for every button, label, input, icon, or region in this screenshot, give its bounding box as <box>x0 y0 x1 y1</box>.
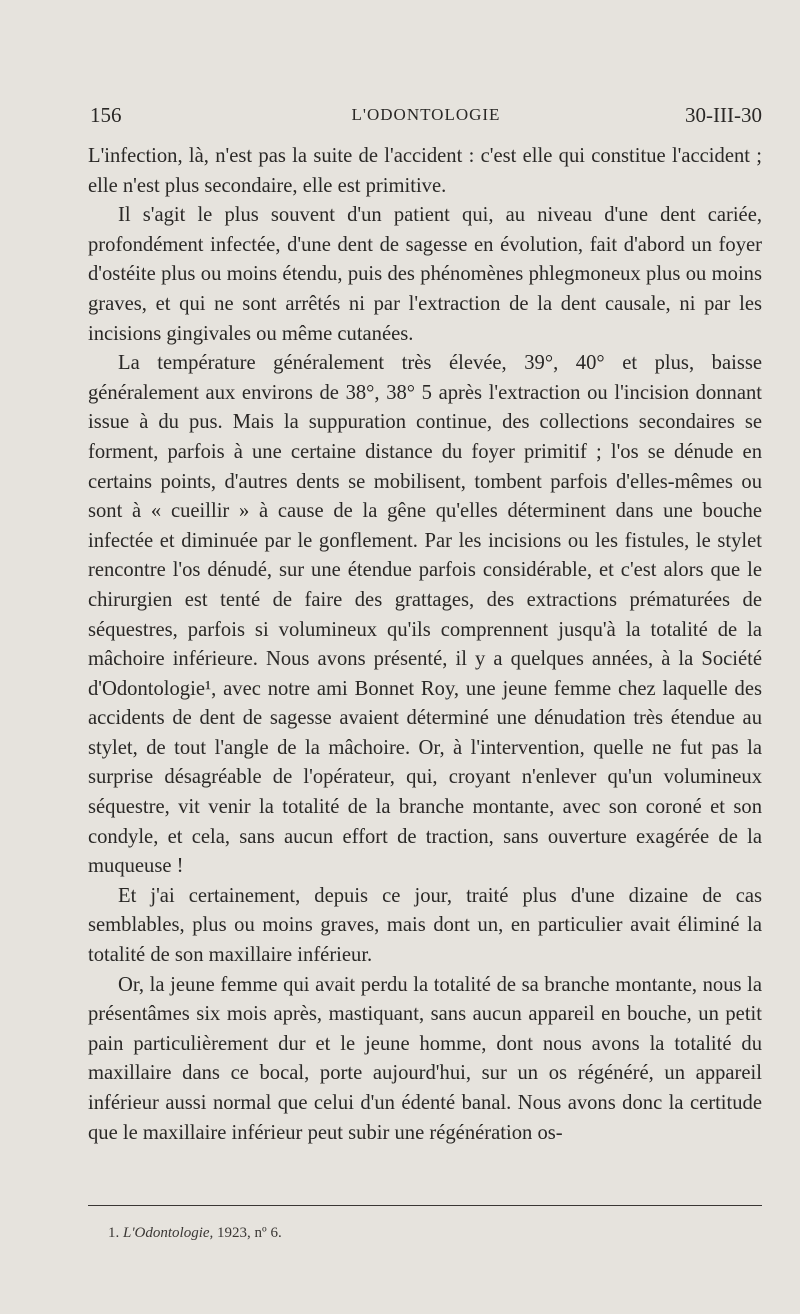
footnote-rule <box>88 1205 762 1206</box>
paragraph: Or, la jeune femme qui avait perdu la totalité de sa branche montante, nous la présentâmes six mois après, mastiquant, sans aucun appareil en bouche, un petit pain particulièrement dur et le jeune homme, dont nous avons la totalité du maxillaire dans ce bocal, porte aujourd'hui, sur un os régénéré, un appareil inférieur aussi normal que celui d'un édenté banal. Nous avons donc la certitude que le maxillaire inférieur peut subir une régénération os- <box>88 973 762 1144</box>
paragraph: Et j'ai certainement, depuis ce jour, traité plus d'une dizaine de cas semblables, plus ou moins graves, mais dont un, en particulier avait éliminé la totalité de son maxillaire inférieur. <box>88 884 762 967</box>
issue-date: 30-III-30 <box>685 103 762 127</box>
footnote-number: 1. <box>108 1225 120 1241</box>
paragraph: Il s'agit le plus souvent d'un patient qui, au niveau d'une dent cariée, profondément infectée, d'une dent de sagesse en évolution, fait d'abord un foyer d'ostéite plus ou moins étendu, puis des phénomènes phlegmoneux plus ou moins graves, et qui ne sont arrêtés ni par l'extraction de la dent causale, ni par les incisions gingivales ou même cutanées. <box>88 204 762 345</box>
body-text <box>88 142 762 1148</box>
footnote-source: L'Odontologie, <box>123 1225 214 1241</box>
footnote-details: 1923, nº 6. <box>217 1225 282 1241</box>
page-number: 156 <box>90 103 122 127</box>
running-title: L'ODONTOLOGIE <box>351 105 501 124</box>
paragraph: La température généralement très élevée, 39°, 40° et plus, baisse généralement aux environs de 38°, 38° 5 après l'extraction ou l'incision donnant issue à du pus. Mais la suppuration continue, des collections secondaires se forment, parfois à une certaine distance du foyer primitif ; l'os se dénude en certains points, d'autres dents se mobilisent, tombent parfois d'elles-mêmes ou sont à « cueillir » à cause de la gêne qu'elles déterminent dans une bouche infectée et diminuée par le gonflement. Par les incisions ou les fistules, le stylet rencontre l'os dénudé, sur une étendue parfois considérable, et c'est alors que le chirurgien est tenté de faire des grattages, des extractions prématurées de séquestres, parfois si volumineux qu'ils comprennent jusqu'à la totalité de la mâchoire inférieure. Nous avons présenté, il y a quelques années, à la Société d'Odontologie¹, avec notre ami Bonnet Roy, une jeune femme chez laquelle des accidents de dent de sagesse avaient déterminé une dénudation très étendue au stylet, de tout l'angle de la mâchoire. Or, à l'intervention, quelle ne fut pas la surprise désagréable de l'opérateur, qui, croyant n'enlever qu'un volumineux séquestre, vit venir la totalité de la branche montante, avec son coroné et son condyle, et cela, sans aucun effort de traction, sans ouverture exagérée de la muqueuse ! <box>88 352 762 878</box>
page-header <box>90 103 762 133</box>
footnote <box>108 1225 282 1242</box>
paragraph: L'infection, là, n'est pas la suite de l'accident : c'est elle qui constitue l'accident ; elle n'est plus secondaire, elle est primitive. <box>88 145 762 197</box>
